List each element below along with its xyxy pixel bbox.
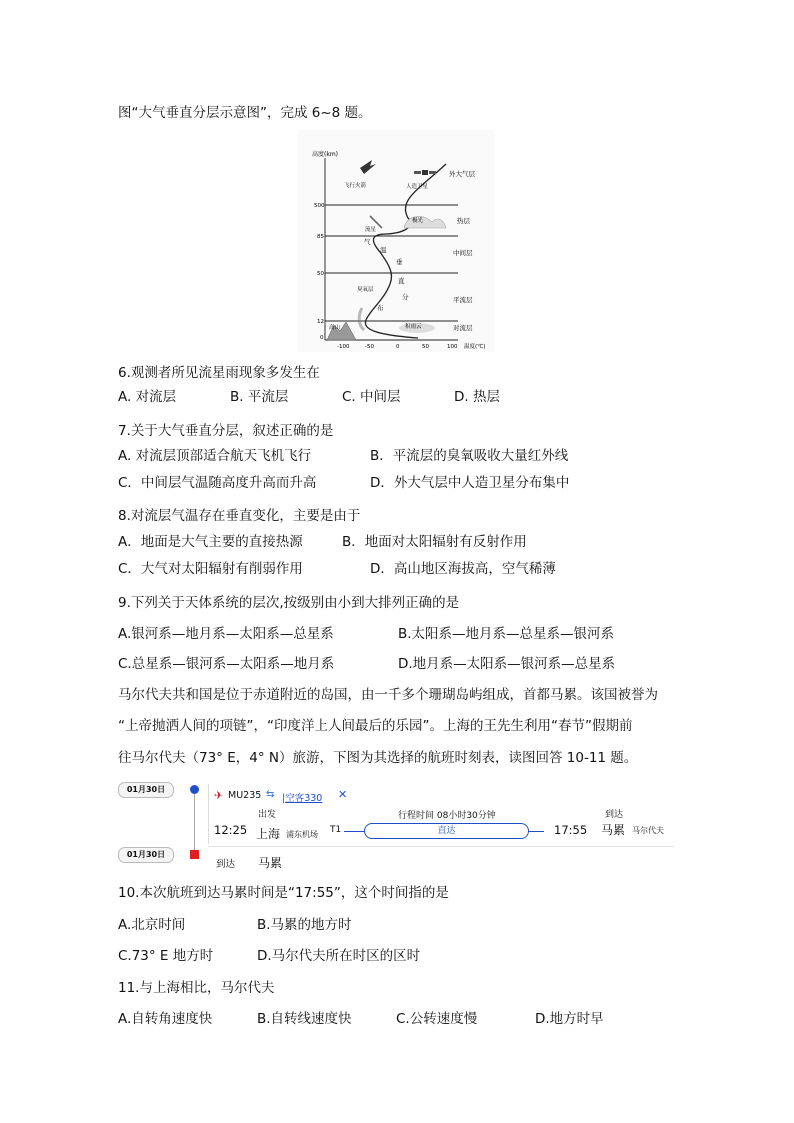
mountain-label: 高山 xyxy=(329,325,341,331)
arrival-city: 马累 xyxy=(601,823,626,837)
q7-option-d: D．外大气层中人造卫星分布集中 xyxy=(370,475,570,491)
q8-option-d: D．高山地区海拔高，空气稀薄 xyxy=(370,561,556,577)
cloud-label: 积雨云 xyxy=(405,324,422,330)
curve-char: 气 xyxy=(364,238,371,246)
q7-stem: 7.关于大气垂直分层，叙述正确的是 xyxy=(118,423,334,439)
airline-logo-icon: ✈ xyxy=(214,789,224,802)
y-axis-label: 高度(km) xyxy=(312,151,339,158)
curve-char: 温 xyxy=(380,246,387,254)
q6-option-c: C. 中间层 xyxy=(342,389,401,405)
duration-text: 行程时间 08小时30分钟 xyxy=(398,811,496,821)
q11-option-d: D.地方时早 xyxy=(535,1011,604,1027)
q8-option-c: C．大气对太阳辐射有削弱作用 xyxy=(118,561,303,577)
bottom-arrive-city: 马累 xyxy=(258,856,283,870)
q9-stem: 9.下列关于天体系统的层次,按级别由小到大排列正确的是 xyxy=(118,595,460,611)
y-tick: 12 xyxy=(317,319,324,325)
q9-option-b: B.太阳系—地月系—总星系—银河系 xyxy=(398,626,615,642)
q11-option-a: A.自转角速度快 xyxy=(118,1011,213,1027)
layer-label: 热层 xyxy=(457,217,470,225)
y-tick: 85 xyxy=(317,234,324,240)
curve-char: 布 xyxy=(377,304,384,312)
arrival-dot xyxy=(190,850,199,859)
flight-number: MU235 xyxy=(228,790,262,801)
terminal: T1 xyxy=(330,825,342,835)
q10-option-a: A.北京时间 xyxy=(118,917,186,933)
direct-pill: 直达 xyxy=(364,823,529,839)
q7-option-b: B．平流层的臭氧吸收大量红外线 xyxy=(370,448,569,464)
q10-option-d: D.马尔代夫所在时区的区时 xyxy=(257,948,421,964)
curve-char: 垂 xyxy=(396,258,403,266)
q10-stem: 10.本次航班到达马累时间是“17:55”，这个时间指的是 xyxy=(118,885,449,901)
q7-option-a: A. 对流层顶部适合航天飞机飞行 xyxy=(118,448,312,464)
q8-stem: 8.对流层气温存在垂直变化，主要是由于 xyxy=(118,508,361,524)
x-tick: 50 xyxy=(422,344,429,350)
ozone-label: 臭氧层 xyxy=(357,287,374,293)
satellite-label: 人造卫星 xyxy=(406,184,429,190)
arrival-country: 马尔代夫 xyxy=(632,826,664,835)
curve-char: 分 xyxy=(402,293,409,301)
passage-line: 往马尔代夫（73° E，4° N）旅游，下图为其选择的航班时刻表，读图回答 10-11 题。 xyxy=(118,750,638,766)
x-tick: -100 xyxy=(337,344,350,350)
intro-text: 图“大气垂直分层示意图”，完成 6~8 题。 xyxy=(118,105,372,121)
q8-option-a: A．地面是大气主要的直接热源 xyxy=(118,534,303,550)
rocket-label: 飞行火箭 xyxy=(344,183,367,189)
atmosphere-layer-diagram xyxy=(298,130,494,352)
q7-option-c: C．中间层气温随高度升高而升高 xyxy=(118,475,317,491)
layer-label: 对流层 xyxy=(453,324,473,332)
aurora-label: 极光 xyxy=(412,218,424,224)
y-tick: 50 xyxy=(317,271,324,277)
q10-option-c: C.73° E 地方时 xyxy=(118,948,214,964)
bottom-arrive-label: 到达 xyxy=(216,859,236,870)
q10-option-b: B.马累的地方时 xyxy=(257,917,352,933)
arrival-date: 01月30日 xyxy=(118,847,174,863)
arrive-label: 到达 xyxy=(605,810,624,820)
q9-option-d: D.地月系—太阳系—银河系—总星系 xyxy=(398,656,616,672)
x-tick: -50 xyxy=(365,344,374,350)
q11-option-b: B.自转线速度快 xyxy=(257,1011,352,1027)
q9-option-c: C.总星系—银河系—太阳系—地月系 xyxy=(118,656,335,672)
departure-date: 01月30日 xyxy=(118,782,174,798)
y-tick: 0 xyxy=(320,335,324,341)
q11-option-c: C.公转速度慢 xyxy=(396,1011,478,1027)
share-icon: ⇆ xyxy=(266,789,275,800)
layer-label: 平流层 xyxy=(453,296,473,304)
arrival-time: 17:55 xyxy=(554,823,588,837)
q6-option-a: A. 对流层 xyxy=(118,389,177,405)
y-tick: 500 xyxy=(314,203,325,209)
departure-airport: 浦东机场 xyxy=(286,830,318,839)
card-divider xyxy=(208,784,209,844)
q6-option-d: D. 热层 xyxy=(454,389,500,405)
layer-label: 外大气层 xyxy=(449,170,475,178)
aircraft-type-link[interactable]: |空客330 xyxy=(282,793,323,804)
departure-city: 上海 xyxy=(256,827,281,841)
meal-icon: ✕ xyxy=(338,788,348,801)
q8-option-b: B．地面对太阳辐射有反射作用 xyxy=(342,534,527,550)
meteor-label: 流星 xyxy=(365,227,377,233)
q6-stem: 6.观测者所见流星雨现象多发生在 xyxy=(118,365,320,381)
passage-line: 马尔代夫共和国是位于赤道附近的岛国，由一千多个珊瑚岛屿组成，首都马累。该国被誉为 xyxy=(118,687,658,703)
departure-time: 12:25 xyxy=(214,823,248,837)
q9-option-a: A.银河系—地月系—太阳系—总星系 xyxy=(118,626,334,642)
flight-timetable xyxy=(118,780,678,870)
depart-label: 出发 xyxy=(258,810,277,820)
layer-label: 中间层 xyxy=(453,249,473,257)
x-axis-label: 温度(℃) xyxy=(464,344,486,350)
card-bottom-border xyxy=(208,846,674,847)
q6-option-b: B. 平流层 xyxy=(230,389,289,405)
x-tick: 0 xyxy=(396,344,400,350)
passage-line: “上帝抛洒人间的项链”，“印度洋上人间最后的乐园”。上海的王先生利用“春节”假期前 xyxy=(118,718,633,734)
departure-dot xyxy=(190,785,199,794)
q11-stem: 11.与上海相比，马尔代夫 xyxy=(118,980,275,996)
x-tick: 100 xyxy=(447,344,458,350)
curve-char: 直 xyxy=(398,277,405,285)
timeline-line xyxy=(194,794,195,850)
